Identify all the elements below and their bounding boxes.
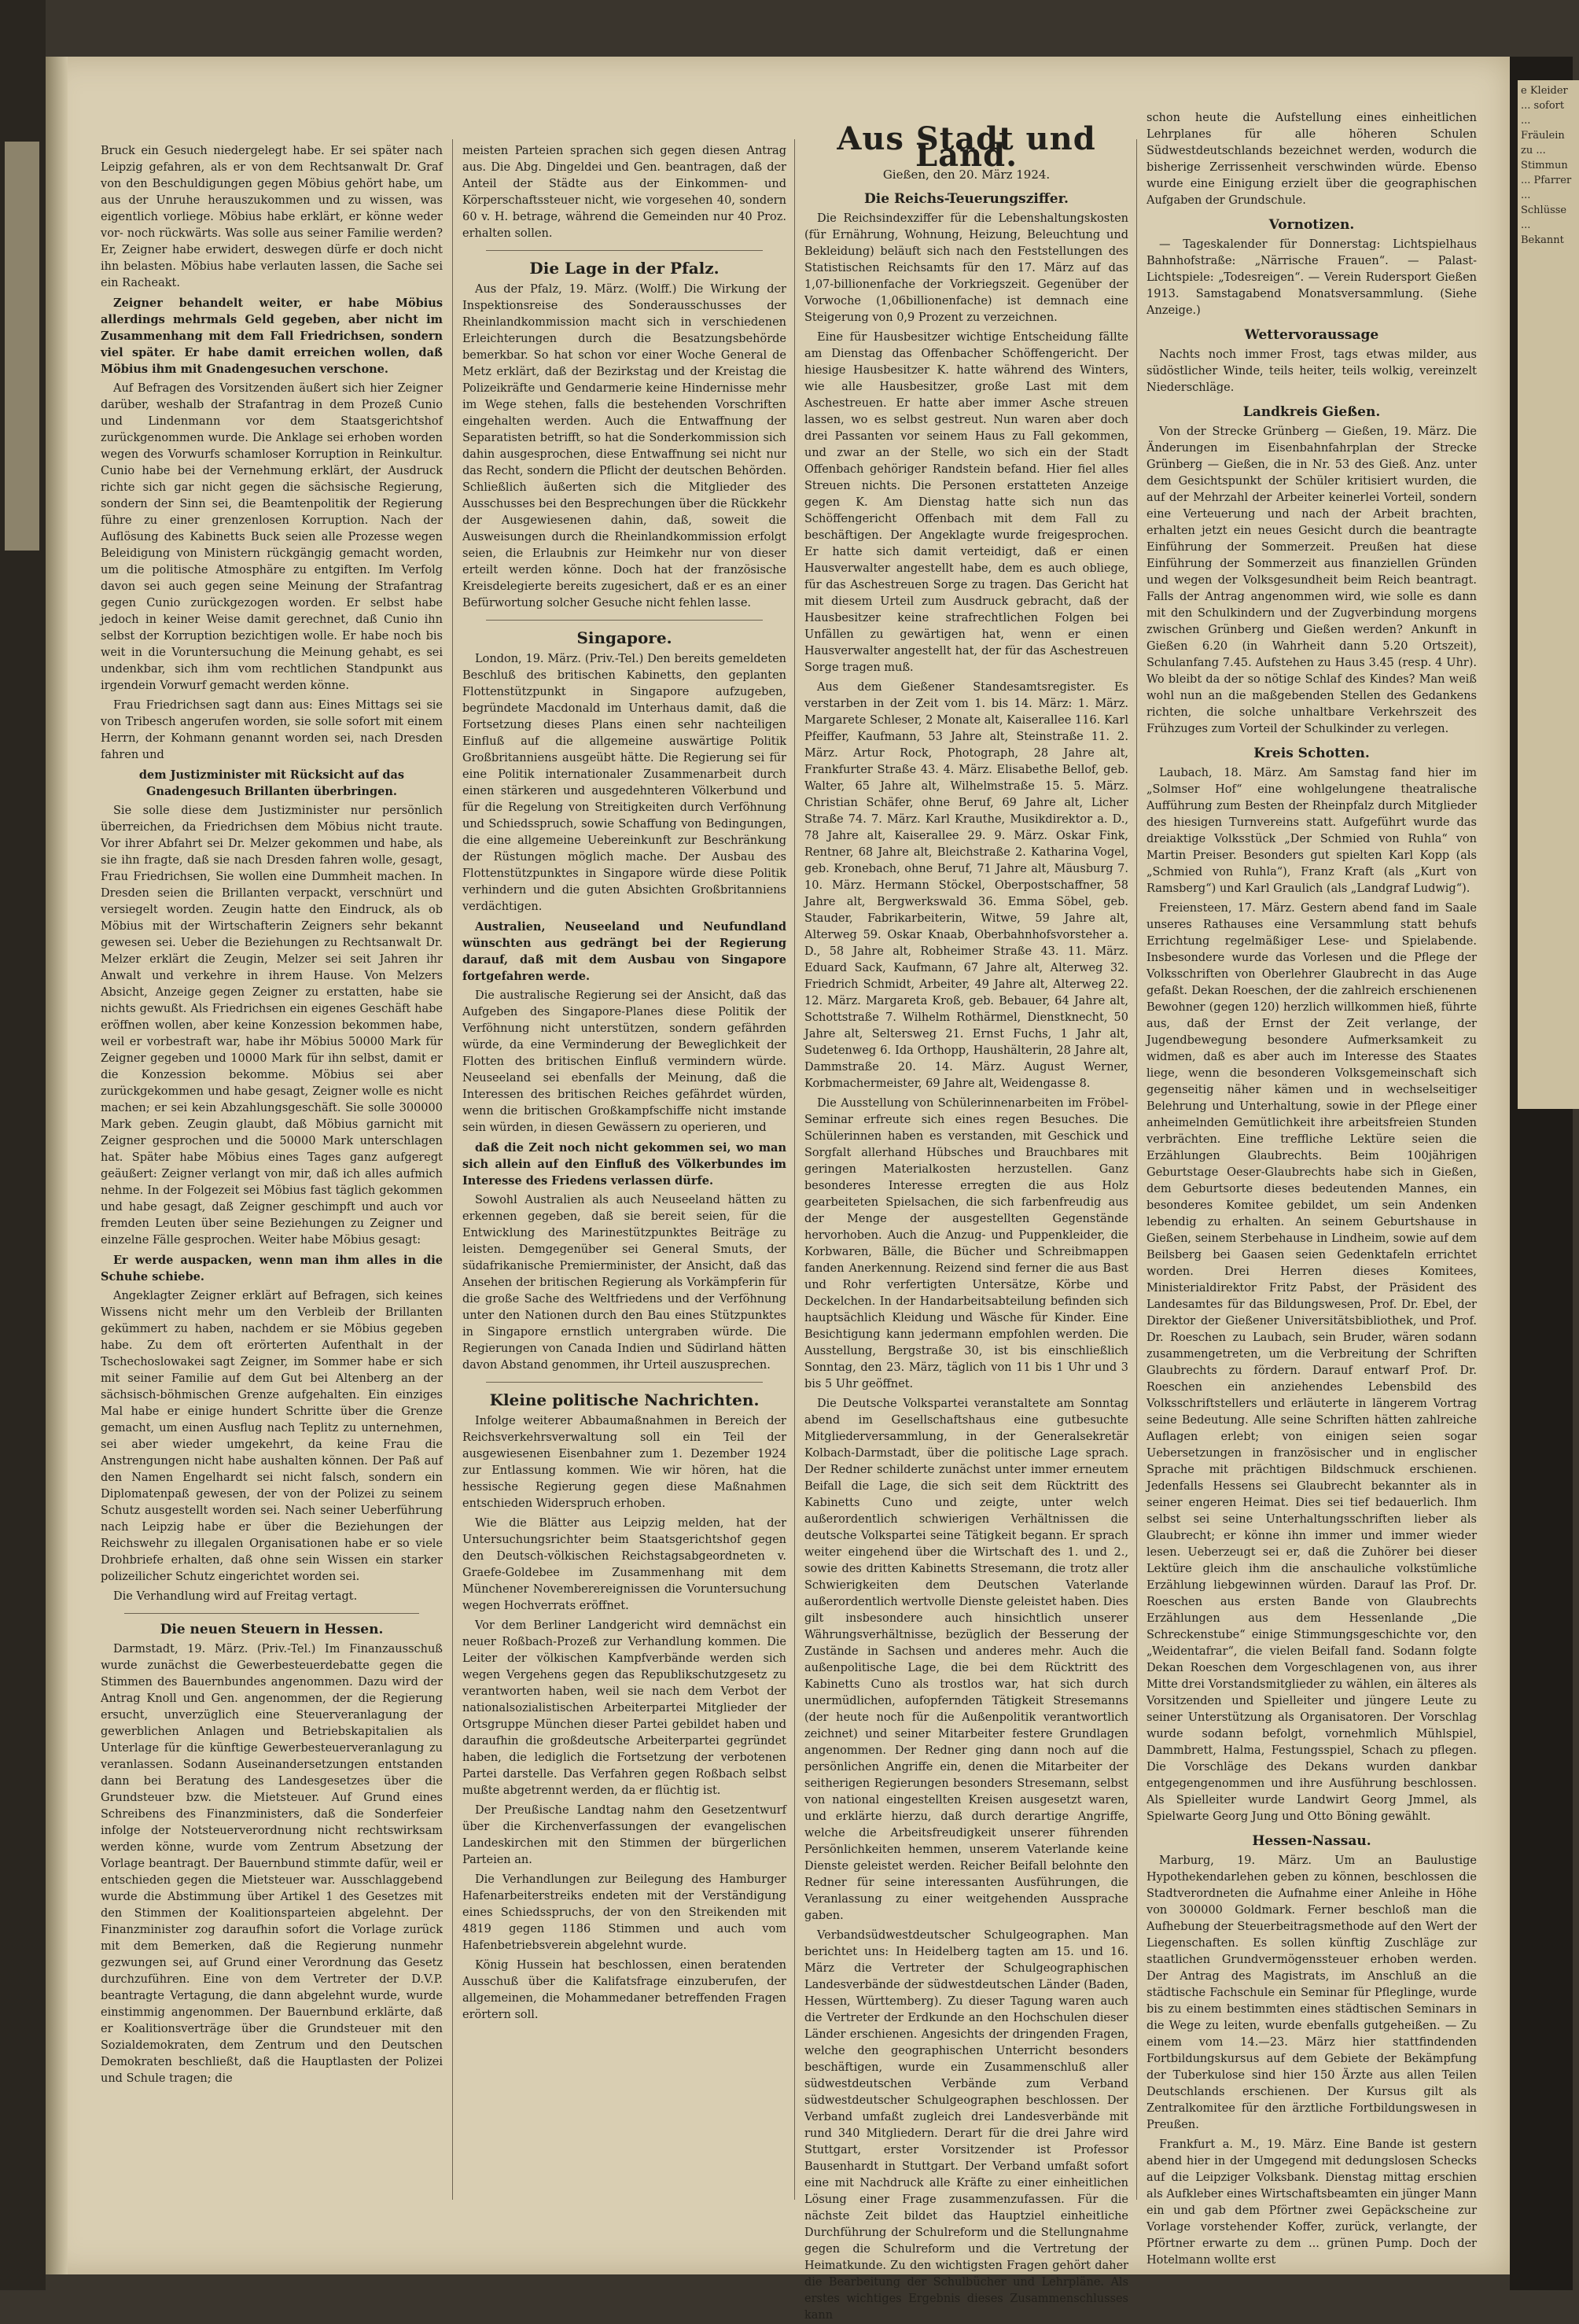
paragraph-bold: Australien, Neuseeland und Neufundland wünschten aus gedrängt bei der Regierung darauf, daß mit dem Ausbau von Singapore fortgefahren werde. bbox=[462, 920, 786, 983]
paragraph: Der Preußische Landtag nahm den Gesetzentwurf über die Kirchenverfassungen der evangelischen Landeskirchen mit den Stimmen der bürgerlichen Parteien an. bbox=[462, 1804, 786, 1866]
paragraph: Die Ausstellung von Schülerinnenarbeiten im Fröbel-Seminar erfreute sich eines regen Besuches. Die Schülerinnen haben es verstanden, mit Geschick und Sorgfalt allerhand Hübsches und Brauchbares mit geringen Materialkosten herzustellen. Ganz besonderes Interesse erregten die aus Holz gearbeiteten Spielsachen, die sich farbenfreudig aus der Menge der ausgestellten Gegenstände hervorhoben. Auch die Anzug- und Puppenkleider, die Korbwaren, Bälle, die Bücher und Schreibmappen fanden Anerkennung. Reizend sind ferner die aus Bast und Rohr verfertigten Untersätze, Körbe und Deckelchen. In der Handarbeitsabteilung befinden sich hauptsächlich Kleidung und Wäsche für Kinder. Eine Besichtigung kann jedermann empfohlen werden. Die Ausstellung, Bergstraße 30, ist bis einschließlich Sonntag, den 23. März, täglich von 11 bis 1 Uhr und 3 bis 5 Uhr geöffnet. bbox=[804, 1097, 1128, 1390]
paragraph: Laubach, 18. März. Am Samstag fand hier im „Solmser Hof“ eine wohlgelungene theatralische Aufführung zum Besten der Rheinpfalz durch Mitglieder des hiesigen Turnvereins statt. Aufgeführt wurde das dreiaktige Volksstück „Der Schmied von Ruhla“ von Martin Preiser. Besonders gut spielten Karl Kopp (als „Schmied von Ruhla“), Franz Kraft (als „Kurt von Ramsberg“) und Karl Graulich (als „Landgraf Ludwig“). bbox=[1147, 767, 1477, 895]
paragraph: Infolge weiterer Abbaumaßnahmen in Bereich der Reichsverkehrsverwaltung soll ein Teil der ausgewiesenen Eisenbahner zum 1. Dezember 1924 zur Entlassung kommen. Wie wir hören, hat die hessische Regierung gegen diese Maßnahmen entschieden Widerspruch erhoben. bbox=[462, 1415, 786, 1510]
headline-vornotizen: Vornotizen. bbox=[1268, 217, 1355, 233]
separator bbox=[124, 1613, 419, 1614]
paragraph: Sie solle diese dem Justizminister nur persönlich überreichen, da Friedrichsen dem Möbius nicht traute. Vor ihrer Abfahrt sei Dr. Melzer gekommen und habe, als sie ihn fragte, daß sie nach Dresden fahren wolle, gesagt, Frau Friedrichsen, Sie wollen eine Dummheit machen. In Dresden seien die Brillanten verpackt, verschnürt und versiegelt worden. Zeugin hatte den Eindruck, als ob Möbius mit der Wirtschafterin Zeigners sehr bekannt gewesen sei. Ueber die Beziehungen zu Rechtsanwalt Dr. Melzer erklärt die Zeugin, Melzer sei seit Jahren ihr Anwalt und verkehre in ihrem Hause. Von Melzers Absicht, Anzeige gegen Zeigner zu erstatten, habe sie nichts gewußt. Als Friedrichsen ein eigenes Geschäft habe eröffnen wollen, aber keine Konzession bekommen habe, weil er vorbestraft war, habe ihr Möbius 50000 Mark für Zeigner gegeben und 10000 Mark für ihn selbst, damit er die Konzession bekomme. Möbius sei aber zurückgekommen und habe gesagt, Zeigner wolle es nicht machen; er sei kein Abzahlungsgeschäft. Sie solle 300000 Mark geben. Zeugin glaubt, daß Möbius garnicht mit Zeigner gesprochen und die 50000 Mark unterschlagen hat. Später habe Möbius eines Tages ganz aufgeregt geäußert: Zeigner verlangt von mir, daß ich alles aufmich nehme. In der Folgezeit sei Möbius fast täglich gekommen und habe gesagt, daß Zeigner geschimpft und auch vor fremden Leuten über seine Beziehungen zu Zeigner und einzelne Fälle gesprochen. Weiter habe Möbius gesagt: bbox=[101, 805, 443, 1247]
dateline: Gießen, den 20. März 1924. bbox=[882, 168, 1051, 182]
paragraph-bold: daß die Zeit noch nicht gekommen sei, wo man sich allein auf den Einfluß des Völkerbundes im Interesse des Friedens verlassen dürfe. bbox=[462, 1141, 786, 1188]
paragraph: Wie die Blätter aus Leipzig melden, hat der Untersuchungsrichter beim Staatsgerichtshof gegen den Deutsch-völkischen Reichstagsabgeordneten v. Graefe-Goldebee im Zusammenhang mit dem Münchener Novemberereignissen die Voruntersuchung wegen Hochverrats eröffnet. bbox=[462, 1517, 786, 1612]
headline-wetter: Wettervoraussage bbox=[1244, 327, 1379, 343]
paragraph: Auf Befragen des Vorsitzenden äußert sich hier Zeigner darüber, weshalb der Strafantrag in dem Prozeß Cunio und Lindenmann vor dem Staatsgerichtshof zurückgenommen wurde. Die Anklage sei erhoben worden wegen des Vorwurfs schamloser Korruption in Reinkultur. Cunio habe bei der Vernehmung erklärt, der Ausdruck richte sich gar nicht gegen die sächsische Regierung, sondern der Sinn sei, die Beamtenpolitik der Regierung führe zu einer grenzenlosen Korruption. Nach der Auflösung des Kabinetts Buck seien alle Prozesse wegen Beleidigung von Ministern rückgängig gemacht worden, um die politische Atmosphäre zu entgiften. Im Verfolg davon sei auch gegen seine Meinung der Strafantrag gegen Cunio zurückgezogen worden. Er selbst habe jedoch in keiner Weise damit gerechnet, daß Cunio ihn selbst der Korruption bezichtigen wolle. Er habe noch bis weit in die Voruntersuchung die Meinung gehabt, es sei undenkbar, sich ihm vom rechtlichen Standpunkt aus irgendein Vorwurf gemacht werden könne. bbox=[101, 382, 443, 692]
paragraph: Freiensteen, 17. März. Gestern abend fand im Saale unseres Rathauses eine Versammlung statt behufs Errichtung regelmäßiger Lese- und Spielabende. Insbesondere wurde das Vorlesen und die Pflege der Volksschriften von Oberlehrer Glaubrecht in das Auge gefaßt. Dekan Roeschen, der die zahlreich erschienenen Bewohner (gegen 120) herzlich willkommen hieß, führte aus, daß der Ernst der Zeit verlange, der Jugendbewegung besondere Aufmerksamkeit zu widmen, daß es aber auch im Interesse des Staates liege, wenn die besonderen Volksgemeinschaft sich gegenseitig näher kämen und in wechselseitiger Belehrung und Unterhaltung, sowie in der Pflege einer anheimelnden Gemütlichkeit ihre arbeitsfreien Stunden verbrächten. Eine treffliche Lektüre seien die Erzählungen Glaubrechts. Beim 100jährigen Geburtstage Oeser-Glaubrechts habe sich in Gießen, dem Geburtsorte dieses bedeutenden Mannes, ein besonderes Komitee gebildet, um sein Andenken lebendig zu erhalten. An seinem Geburtshause in Gießen, seinem Sterbehause in Lindheim, sowie auf dem Beilsberg bei Gaasen seien Gedenktafeln errichtet worden. Drei Herren dieses Komitees, Ministerialdirektor Fritz Pabst, der Präsident des Landesamtes für das Bildungswesen, Prof. Dr. Ebel, der Direktor der Gießener Universitätsbibliothek, und Prof. Dr. Roeschen zu Laubach, sein Bruder, wären sodann zusammengetreten, um die Verbreitung der Schriften Glaubrechts zu fördern. Darauf entwarf Prof. Dr. Roeschen ein anziehendes Lebensbild des Volksschriftstellers und erläuterte in längerem Vortrag seine Bedeutung. Alle seine Schriften hätten zahlreiche Auflagen erlebt; von einigen seien sogar Uebersetzungen in französischer und in englischer Sprache mit prächtigen Bildschmuck erschienen. Jedenfalls Hessens sei Glaubrecht bekannter als in seiner engeren Heimat. Dies sei tief bedauerlich. Ihm selbst sei seine Unterhaltungsschriften lieber als Glaubrecht; er könne ihn immer und immer wieder lesen. Ueberzeugt sei er, daß die Zuhörer bei dieser Lektüre gleich ihm die anschauliche volkstümliche Erzählung liebgewinnen würden. Darauf las Prof. Dr. Roeschen aus ersten Bande von Glaubrechts Erzählungen aus dem Hessenlande „Die Schreckenstube“ einige Stimmungsgeschichte vor, den „Weidentafrar“, die vielen Beifall fand. Sodann folgte Dekan Roeschen dem Vorgeschlagenen von, aus ihrer Mitte drei Vorstandsmitglieder zu wählen, ein älteres als Vorsitzenden und Spielleiter und jüngere Leute zu seiner Unterstützung als Organisatoren. Der Vorschlag wurde sodann befolgt, vornehmlich Mühlspiel, Dammbrett, Halma, Festungsspiel, Schach zu pflegen. Die Vorschläge des Dekans wurden dankbar entgegengenommen und ihre Ausführung beschlossen. Als Spielleiter wurde Landwirt Georg Jmmel, als Spielwarte Georg Jung und Otto Böning gewählt. bbox=[1147, 902, 1477, 1823]
paragraph: Eine für Hausbesitzer wichtige Entscheidung fällte am Dienstag das Offenbacher Schöffengericht. Der hiesige Hausbesitzer K. hatte während des Winters, wie alle Hausbesitzer, große Last mit dem Aschestreuen. Er hatte aber immer Asche streuen lassen, wo es selbst gestreut. Nun waren aber doch drei Passanten vor seinem Haus zu Fall gekommen, und zwar an der Stelle, wo sich ein der Stadt Offenbach gehöriger Randstein befand. Hier fiel alles Streuen nichts. Die Personen erstatteten Anzeige gegen K. Am Dienstag hatte sich nun das Schöffengericht Offenbach mit dem Fall zu beschäftigen. Der Angeklagte wurde freigesprochen. Er hatte sich damit verteidigt, daß er einen Hausverwalter angestellt habe, dem es auch obliege, für das Aschestreuen Sorge zu tragen. Das Gericht hat mit diesem Urteil zum Ausdruck gebracht, daß der Hausbesitzer keine strafrechtlichen Folgen bei Unfällen zu gewärtigen hat, wenn er einen Hausverwalter angestellt hat, der für das Aschestreuen Sorge tragen muß. bbox=[804, 331, 1128, 674]
column-3 bbox=[804, 120, 1128, 2322]
paper-scrap bbox=[5, 142, 39, 551]
paragraph: Die Reichsindexziffer für die Lebenshaltungskosten (für Ernährung, Wohnung, Heizung, Beleuchtung und Bekleidung) beläuft sich nach den Feststellungen des Statistischen Reichsamts für den 17. März auf das 1,07-billionenfache der Vorkriegszeit. Gegenüber der Vorwoche (1,06billionenfache) ist demnach eine Steigerung von 0,9 Prozent zu verzeichnen. bbox=[804, 212, 1128, 324]
paragraph: Die Verhandlungen zur Beilegung des Hamburger Hafenarbeiterstreiks endeten mit der Verständigung eines Schiedsspruchs, der von den Streikenden mit 4819 gegen 1186 Stimmen und auch vom Hafenbetriebsverein abgelehnt wurde. bbox=[462, 1873, 786, 1952]
paragraph: Von der Strecke Grünberg — Gießen, 19. März. Die Änderungen im Eisenbahnfahrplan der Strecke Grünberg — Gießen, die in Nr. 53 des Gieß. Anz. unter dem Gesichtspunkt der Schüler kritisiert wurden, die auf der Mehrzahl der Arbeiter keinerlei Vorteil, sondern eine Verteuerung und nach der Arbeit brachten, erhalten jetzt ein neues Gesicht durch die beantragte Einführung der Sommerzeit. Preußen hat diese Einführung der Sommerzeit aus finanziellen Gründen und wegen der Volksgesundheit beim Reich beantragt. Falls der Antrag angenommen wird, wie solle es dann mit den Schulkindern und der Zugverbindung morgens zwischen Grünberg und Gießen werden? Ankunft in Gießen 6.20 (in Wahrheit dann 5.20 Ortszeit), Schulanfang 7.45. Aufstehen zu Haus 3.45 (resp. 4 Uhr). Wo bleibt da der so nötige Schlaf des Kindes? Man weiß wohl nun an die maßgebenden Stellen des Gedankens richten, die solche unhaltbare Verkehrszeit des Frühzuges zum Vorteil der Schulkinder zu verlegen. bbox=[1147, 425, 1477, 735]
paragraph: Die australische Regierung sei der Ansicht, daß das Aufgeben des Singapore-Planes diese Politik der Verföhnung nicht unterstützen, sondern gefährden würde, da eine Verminderung der Beweglichkeit der Flotten des britischen Einfluß vermindern würde. Neuseeland sei ebenfalls der Meinung, daß die Interessen des britischen Reiches gefährdet würden, wenn die britischen Großkampfschiffe nicht imstande sein würden, in diesen Gewässern zu operieren, und bbox=[462, 989, 786, 1134]
section-title: Aus Stadt und Land. bbox=[837, 120, 1096, 174]
paragraph: meisten Parteien sprachen sich gegen diesen Antrag aus. Die Abg. Dingeldei und Gen. beantragen, daß der Anteil der Städte aus der Einkommen- und Körperschaftssteuer nicht, wie vorgesehen 40, sondern 60 v. H. betrage, während die Gemeinden nur 40 Proz. erhalten sollen. bbox=[462, 145, 786, 240]
paragraph: König Hussein hat beschlossen, einen beratenden Ausschuß über die Kalifatsfrage einzuberufen, der allgemeinen, die Mohammedaner betreffenden Fragen erörtern soll. bbox=[462, 1959, 786, 2021]
paragraph: Nachts noch immer Frost, tags etwas milder, aus südöstlicher Winde, teils heiter, teils wolkig, vereinzelt Niederschläge. bbox=[1147, 348, 1477, 394]
headline-teuerung: Die Reichs-Teuerungsziffer. bbox=[864, 191, 1069, 207]
headline-nachrichten: Kleine politische Nachrichten. bbox=[489, 1390, 760, 1409]
paragraph: Frau Friedrichsen sagt dann aus: Eines Mittags sei sie von Tribesch angerufen worden, sie solle sofort mit einem Herrn, der Kohmann genannt worden sei, nach Dresden fahren und bbox=[101, 699, 443, 761]
column-1 bbox=[101, 143, 443, 2188]
paragraph: Verbandsüdwestdeutscher Schulgeographen. Man berichtet uns: In Heidelberg tagten am 15. und 16. März die Vertreter der Schulgeographischen Landesverbände der südwestdeutschen Länder (Baden, Hessen, Württemberg). Zu dieser Tagung waren auch die Vertreter der Erdkunde an den Hochschulen dieser Länder erschienen. Angesichts der dringenden Fragen, welche den geographischen Unterricht besonders beschäftigen, wurde ein Zusammenschluß aller südwestdeutschen Verbände zum Verband südwestdeutscher Schulgeographen beschlossen. Der Verband umfaßt zugleich drei Landesverbände mit rund 340 Mitgliedern. Derart für die drei Jahre wird Stuttgart, erster Vorsitzender ist Professor Bausenhardt in Stuttgart. Der Verband umfaßt sofort eine mit Nachdruck alle Kräfte zu einer einheitlichen Lösung einer Frage zusammenzufassen. Für die nächste Zeit bildet das Hauptziel einheitliche Durchführung der Schulreform und die Stellungnahme gegen die Schulreform und die Vertretung der Heimatkunde. Zu den wichtigsten Fragen gehört daher die Bearbeitung der Schulbücher und Lehrpläne. Als erstes wichtiges Ergebnis dieses Zusammenschlusses kann bbox=[804, 1929, 1128, 2322]
right-page-edge bbox=[1510, 57, 1573, 2290]
headline-schotten: Kreis Schotten. bbox=[1253, 746, 1370, 761]
page-fold bbox=[46, 57, 68, 2274]
paragraph: Angeklagter Zeigner erklärt auf Befragen, sich keines Wissens nicht mehr um den Verbleib der Brillanten gekümmert zu haben, nachdem er sie Möbius gegeben habe. Zu dem oft erörterten Aufenthalt in der Tschechoslowakei sagt Zeigner, im Sommer habe er sich mit seiner Familie auf dem Gut bei Altenberg an der sächsisch-böhmischen Grenze aufgehalten. Ein einziges Mal habe er einige hundert Schritte über die Grenze gemacht, um einen Ausflug nach Teplitz zu unternehmen, sei aber wieder umgekehrt, da keine Frau die Anstrengungen nicht habe aushalten können. Der Paß auf den Namen Engelhardt sei nicht falsch, sondern ein Diplomatenpaß gewesen, der von der Polizei zu seinem Schutz ausgestellt worden sei. Nach seiner Ueberführung nach Leipzig habe er über die Beziehungen der Reichswehr zu illegalen Organisationen habe er so viele Drohbriefe erhalten, daß ohne sein Wissen ein starker polizeilicher Schutz eingerichtet worden sei. bbox=[101, 1290, 443, 1583]
paragraph: Frankfurt a. M., 19. März. Eine Bande ist gestern abend hier in der Umgegend mit dedungslosen Schecks auf die Leipziger Volksbank. Dienstag mittag erschien als Aufkleber eines Wirtschaftsbeamten ein jünger Mann ein und gab dem Pförtner zwei Gepäckscheine zur Vorlage vorstehender Koffer, zurück, verlangte, der Pförtner erwarte zu dem ... grünen Pump. Doch der Hotelmann wollte erst bbox=[1147, 2138, 1477, 2267]
paragraph: Marburg, 19. März. Um an Baulustige Hypothekendarlehen geben zu können, beschlossen die Stadtverordneten die Aufnahme einer Anleihe in Höhe von 300000 Goldmark. Ferner beschloß man die Aufhebung der Steuerbeitragsmethode auf den Wert der Liegenschaften. Es sollen künftig Zuschläge zur staatlichen Grundvermögenssteuer erhoben werden. Der Antrag des Magistrats, im Anschluß an die städtische Fachschule ein Seminar für Pfleglinge, wurde bis zu einem bestimmten eines städtischen Seminars in die Wege zu leiten, wurde ebenfalls gutgeheißen. — Zu einem vom 14.—23. März hier stattfindenden Fortbildungskursus auf dem Gebiete der Bekämpfung der Tuberkulose sind hier 150 Ärzte aus allen Teilen Deutschlands erschienen. Der Kursus gilt als Zentralkomitee für den ärztliche Fortbildungswesen in Preußen. bbox=[1147, 1854, 1477, 2131]
column-rule bbox=[794, 139, 795, 2200]
paragraph: Darmstadt, 19. März. (Priv.-Tel.) Im Finanzausschuß wurde zunächst die Gewerbesteuerdebatte gegen die Stimmen des Bauernbundes angenommen. Dazu wird der Antrag Knoll und Gen. angenommen, der die Regierung ersucht, unverzüglich eine Steuerveranlagung der gewerblichen Anlagen und Betriebskapitalien als Unterlage für die künftige Gewerbesteuerveranlagung zu veranlassen. Sodann Auseinandersetzungen entstanden dann bei Beratung des Landesgesetzes über die Grundsteuer bzw. die Mietsteuer. Auf Grund eines Schreibens des Finanzministers, daß die Sonderfeier infolge der Notsteuerverordnung nicht rechtswirksam werden könne, wurde vom Zentrum Absetzung der Vorlage beantragt. Der Bauernbund stimmte dafür, weil er entschieden gegen die Mietsteuer war. Ausschlaggebend wurde die Abstimmung über Artikel 1 des Gesetzes mit den Stimmen der Koalitionsparteien abgelehnt. Der Finanzminister zog daraufhin sofort die Vorlage zurück mit dem Bemerken, daß die Regierung nunmehr gezwungen sei, auf Grund einer Verordnung das Gesetz durchzuführen. Eine von dem Vertreter der D.V.P. beantragte Vertagung, die dann abgelehnt wurde, wurde einstimmig angenommen. Der Bauernbund erklärte, daß er Koalitionsverträge über die Grundsteuer mit den Sozialdemokraten, dem Zentrum und den Deutschen Demokraten beschließt, daß die Hauptlasten der Polizei und Schule tragen; die bbox=[101, 1643, 443, 2085]
paragraph: Aus der Pfalz, 19. März. (Wolff.) Die Wirkung der Inspektionsreise des Sonderausschusses der Rheinlandkommission macht sich in verschiedenen Erleichterungen durch die Besatzungsbehörde bemerkbar. So hat schon vor einer Woche General de Metz erklärt, daß der Bezirkstag und der Kreistag die Polizeikräfte und Gendarmerie keine Hindernisse mehr im Wege stehen, falls die bestehenden Vorschriften eingehalten werden. Auch die Entwaffnung der Separatisten betrifft, so hat die Sonderkommission sich dahin ausgesprochen, diese Entwaffnung sei nicht nur das Recht, sondern die Pflicht der deutschen Behörden. Schließlich äußerten sich die Mitglieder des Ausschusses bei den Besprechungen über die Rückkehr der Ausgewiesenen dahin, daß, soweit die Ausweisungen durch die Rheinlandkommission erfolgt seien, die Erlaubnis zur Heimkehr nur von dieser erteilt werden könne. Doch hat der französische Kreisdelegierte bereits zugesichert, daß er es an einer Befürwortung solcher Gesuche nicht fehlen lasse. bbox=[462, 283, 786, 610]
left-page-edge bbox=[0, 0, 46, 2290]
separator bbox=[486, 250, 763, 251]
headline-singapore: Singapore. bbox=[576, 628, 672, 647]
paragraph-bold: Zeigner behandelt weiter, er habe Möbius allerdings mehrmals Geld gegeben, aber nicht im Zusammenhang mit dem Fall Friedrichsen, sondern viel später. Er habe damit erreichen wollen, daß Möbius ihm mit Gnadengesuchen verschone. bbox=[101, 296, 443, 376]
column-2 bbox=[462, 143, 786, 2188]
paragraph-bold: dem Justizminister mit Rücksicht auf das Gnadengesuch Brillanten überbringen. bbox=[138, 768, 405, 798]
paragraph: — Tageskalender für Donnerstag: Lichtspielhaus Bahnhofstraße: „Närrische Frauen“. — Palast-Lichtspiele: „Todesreigen“. — Verein Rudersport Gießen 1913. Samstagabend Monatsversammlung. (Siehe Anzeige.) bbox=[1147, 238, 1477, 317]
paragraph: London, 19. März. (Priv.-Tel.) Den bereits gemeldeten Beschluß des britischen Kabinetts, den geplanten Flottenstützpunkt in Singapore aufzugeben, begründete Macdonald im Unterhaus damit, daß die Fortsetzung dieses Plans einen sehr nachteiligen Einfluß auf die allgemeine auswärtige Politik Großbritanniens ausgeübt hätte. Die Regierung sei für eine Politik internationaler Zusammenarbeit durch einen stärkeren und ausgedehnteren Völkerbund und für die Regelung von Streitigkeiten durch Verföhnung und Schiedsspruch, sowie Schaffung von Bedingungen, die eine allgemeine Uebereinkunft zur Beschränkung der Rüstungen möglich mache. Der Ausbau des Flottenstützpunktes in Singapore würde diese Politik verhindern und die guten Absichten Großbritanniens verdächtigen. bbox=[462, 653, 786, 913]
column-rule bbox=[452, 139, 453, 2200]
newspaper-page bbox=[46, 57, 1512, 2322]
headline-nassau: Hessen-Nassau. bbox=[1252, 1833, 1371, 1849]
paragraph: Vor dem Berliner Landgericht wird demnächst ein neuer Roßbach-Prozeß zur Verhandlung kommen. Die Leiter der völkischen Kampfverbände werden sich wegen Vergehens gegen das Republikschutzgesetz zu verantworten haben, weil sie nach dem Verbot der nationalsozialistischen Arbeiterpartei Mitglieder der Ortsgruppe München dieser Partei gebildet haben und daraufhin die großdeutsche Arbeiterpartei gegründet haben, die lediglich die Fortsetzung der verbotenen Partei darstelle. Das Verfahren gegen Roßbach selbst mußte abgetrennt werden, da er flüchtig ist. bbox=[462, 1619, 786, 1797]
paragraph: Sowohl Australien als auch Neuseeland hätten zu erkennen gegeben, daß sie bereit seien, für die Entwicklung des Marinestützpunktes Beiträge zu leisten. Demgegenüber sei General Smuts, der südafrikanische Premierminister, der Ansicht, daß das Ansehen der britischen Regierung als Vorkämpferin für die große Sache des Weltfriedens und der Verföhnung unter den Nationen durch den Bau eines Stützpunktes in Singapore ernstlich untergraben würde. Die Regierungen von Canada Indien und Südirland hätten davon Abstand genommen, ihr Urteil auszusprechen. bbox=[462, 1194, 786, 1372]
separator bbox=[486, 620, 763, 621]
paragraph: Bruck ein Gesuch niedergelegt habe. Er sei später nach Leipzig gefahren, als er von dem Rechtsanwalt Dr. Graf von den Beschuldigungen gegen Möbius gehört habe, um aus der Unruhe herauszukommen und zu wissen, was eigentlich vorliege. Möbius habe erklärt, er könne weder vor- noch rückwärts. Was solle aus seiner Familie werden? Er, Zeigner habe erwidert, deswegen dürfe er doch nicht ihn belasten. Möbius habe verlauten lassen, die Sache sei ein Racheakt. bbox=[101, 145, 443, 289]
column-rule bbox=[1136, 139, 1137, 2200]
adjacent-page-strip: e Kleider ... sofort ... Fräulein zu ... Stimmun ... Pfarrer ... Schlüsse ... Bekannt bbox=[1518, 80, 1579, 1109]
paragraph: Die Verhandlung wird auf Freitag vertagt. bbox=[113, 1590, 358, 1603]
separator bbox=[486, 1382, 763, 1383]
headline-pfalz: Die Lage in der Pfalz. bbox=[529, 259, 720, 278]
paragraph: schon heute die Aufstellung eines einheitlichen Lehrplanes für alle höheren Schulen Südwestdeutschlands bezeichnet werden, wodurch die bisherige Zerrissenheit verschwinden würde. Ebenso wurde eine Einigung erzielt über die geographischen Aufgaben der Grundschule. bbox=[1147, 112, 1477, 207]
paragraph-bold: Er werde auspacken, wenn man ihm alles in die Schuhe schiebe. bbox=[101, 1254, 443, 1284]
headline-landkreis: Landkreis Gießen. bbox=[1242, 404, 1381, 420]
column-4 bbox=[1147, 110, 1477, 2267]
paragraph: Die Deutsche Volkspartei veranstaltete am Sonntag abend im Gesellschaftshaus eine gutbesuchte Mitgliederversammlung, in der Generalsekretär Kolbach-Darmstadt, über die politische Lage sprach. Der Redner schilderte zunächst unter immer erneutem Beifall die Lage, die sich seit dem Rücktritt des Kabinetts Cuno und zeigte, unter welch außerordentlich schwierigen Verhältnissen die deutsche Volkspartei seine Tätigkeit begann. Er sprach weiter eingehend über die Wirtschaft des 1. und 2., sowie des dritten Kabinetts Stresemann, die trotz aller Schwierigkeiten dem Deutschen Vaterlande außerordentlich wertvolle Dienste geleistet haben. Dies gilt insbesondere auch hinsichtlich unserer Währungsverhältnisse, bezüglich der Besserung der Zustände in Sachsen und anderes mehr. Auch die außenpolitische Lage, die bei dem Rücktritt des Kabinetts Cuno als trostlos war, hat sich durch unermüdlichen, aufopfernden Tätigkeit Stresemanns (der heute noch für die Außenpolitik verantwortlich zeichnet) und seiner Mitarbeiter festere Grundlagen angenommen. Der Redner ging dann noch auf die persönlichen Angriffe ein, denen die Mitarbeiter der seitherigen Regierungen besonders Stresemann, selbst von national eingestellten Kreisen ausgesetzt waren, und erklärte hierzu, daß durch derartige Angriffe, welche die Arbeitsfreudigkeit unserer führenden Persönlichkeiten hemmen, unserem Vaterlande keine Dienste geleistet werden. Reicher Beifall belohnte den Redner für seine interessanten Ausführungen, die Veranlassung zu einer weitgehenden Aussprache gaben. bbox=[804, 1398, 1128, 1922]
paragraph: Aus dem Gießener Standesamtsregister. Es verstarben in der Zeit vom 1. bis 14. März: 1. März. Margarete Schleser, 2 Monate alt, Kaiserallee 116. Karl Pfeiffer, Kaufmann, 53 Jahre alt, Steinstraße 11. 2. März. Artur Rock, Photograph, 28 Jahre alt, Frankfurter Straße 43. 4. März. Elisabethe Bellof, geb. Walter, 65 Jahre alt, Wilhelmstraße 15. 5. März. Christian Schäfer, ohne Beruf, 69 Jahre alt, Licher Straße 74. 7. März. Karl Krauthe, Musikdirektor a. D., 78 Jahre alt, Kaiserallee 29. 9. März. Oskar Fink, Rentner, 68 Jahre alt, Bleichstraße 2. Katharina Vogel, geb. Kronebach, ohne Beruf, 71 Jahre alt, Mäusburg 7. 10. März. Hermann Stöckel, Oberpostschaffner, 58 Jahre alt, Bergwerkswald 36. Emma Söbel, geb. Stauder, Fabrikarbeiterin, Witwe, 59 Jahre alt, Alterweg 59. Oskar Knaab, Oberbahnhofsvorsteher a. D., 58 Jahre alt, Robheimer Straße 43. 11. März. Eduard Sack, Kaufmann, 67 Jahre alt, Alterweg 32. Friedrich Schmidt, Arbeiter, 49 Jahre alt, Alterweg 22. 12. März. Margareta Kroß, geb. Bebauer, 64 Jahre alt, Schottstraße 7. Wilhelm Rothärmel, Dienstknecht, 50 Jahre alt, Seltersweg 21. Ernst Fuchs, 1 Jahr alt, Sudetenweg 6. Ida Orthopp, Haushälterin, 28 Jahre alt, Dammstraße 20. 14. März. August Werner, Korbmachermeister, 69 Jahre alt, Weidengasse 8. bbox=[804, 681, 1128, 1090]
headline-steuern: Die neuen Steuern in Hessen. bbox=[160, 1622, 384, 1637]
